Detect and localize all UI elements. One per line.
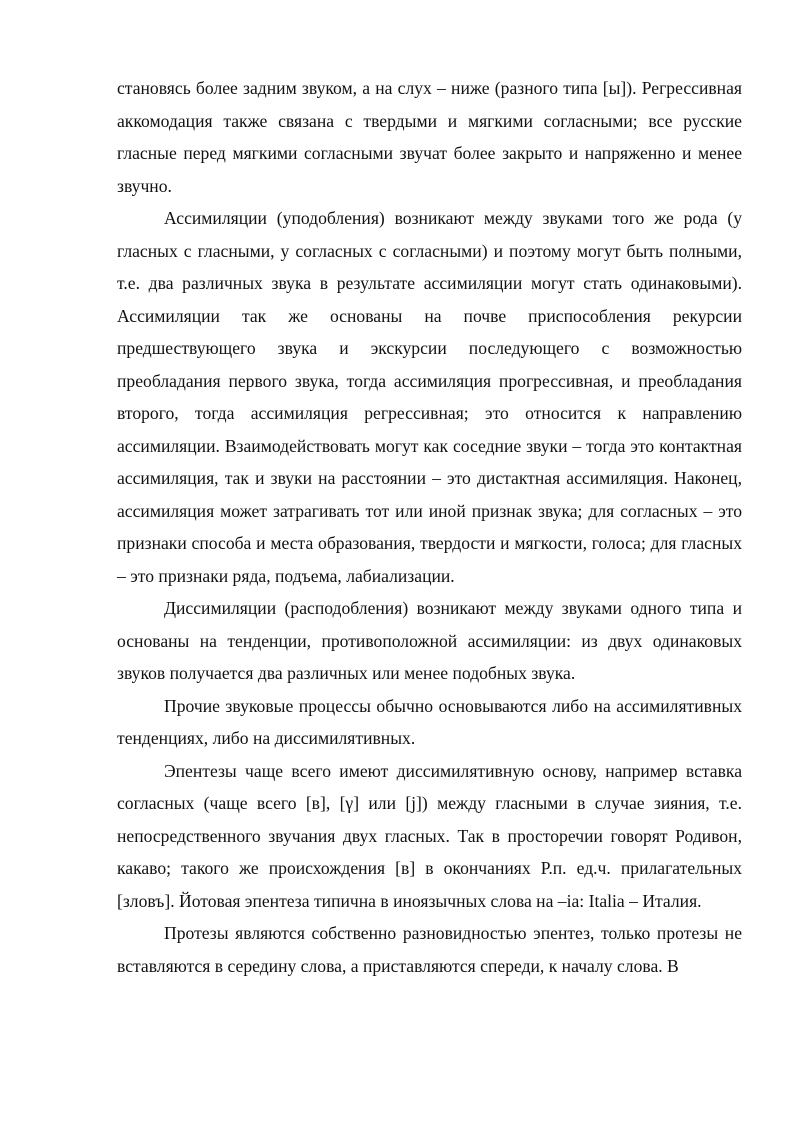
paragraph-3: Диссимиляции (расподобления) возникают между звуками одного типа и основаны на тенденции, противоположной ассимиляции: из двух одинаковых звуков получается два различных или менее подобных звука. — [117, 598, 742, 683]
paragraph-4: Прочие звуковые процессы обычно основываются либо на ассимилятивных тенденциях, либо на диссимилятивных. — [117, 695, 742, 748]
paragraph-5: Эпентезы чаще всего имеют диссимилятивную основу, например вставка согласных (чаще всего [в], [γ] или [j]) между гласными в случае зияния, т.е. непосредственного звучания двух гласных. Так в просторечии говорят Родивон, какаво; такого же происхождения [в] в окончаниях Р.п. ед.ч. прилагательных [зловъ]. Йотовая эпентеза типична в иноязычных слова на –ia: Italia – Италия. — [117, 760, 742, 911]
document-page — [117, 72, 742, 982]
paragraph-1: становясь более задним звуком, а на слух – ниже (разного типа [ы]). Регрессивная аккомодация также связана с твердыми и мягкими согласными; все русские гласные перед мягкими согласными звучат более закрыто и напряженно и менее звучно. — [117, 78, 742, 196]
paragraph-2: Ассимиляции (уподобления) возникают между звуками того же рода (у гласных с гласными, у согласных с согласными) и поэтому могут быть полными, т.е. два различных звука в результате ассимиляции могут стать одинаковыми). Ассимиляции так же основаны на почве приспособления рекурсии предшествующего звука и экскурсии последующего с возможностью преобладания первого звука, тогда ассимиляция прогрессивная, и преобладания второго, тогда ассимиляция регрессивная; это относится к направлению ассимиляции. Взаимодействовать могут как соседние звуки – тогда это контактная ассимиляция, так и звуки на расстоянии – это дистактная ассимиляция. Наконец, ассимиляция может затрагивать тот или иной признак звука; для согласных – это признаки способа и места образования, твердости и мягкости, голоса; для гласных – это признаки ряда, подъема, лабиализации. — [117, 208, 742, 586]
paragraph-6: Протезы являются собственно разновидностью эпентез, только протезы не вставляются в середину слова, а приставляются спереди, к началу слова. В — [117, 923, 742, 976]
